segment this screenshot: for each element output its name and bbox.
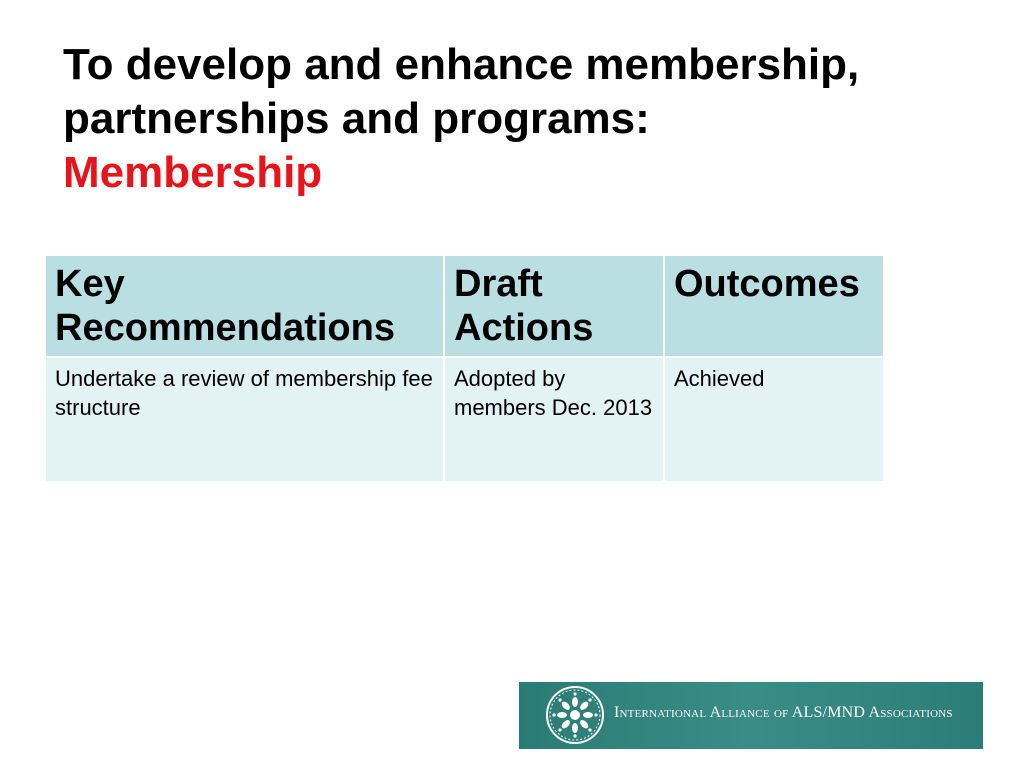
- cell-draft-action: Adopted by members Dec. 2013: [444, 357, 664, 482]
- header-draft-actions: Draft Actions: [444, 255, 664, 357]
- organization-name: International Alliance of ALS/MND Associations: [614, 704, 953, 721]
- alliance-seal-icon: [545, 685, 605, 745]
- recommendations-table-container: [44, 254, 883, 483]
- title-line-1: To develop and enhance membership,: [63, 40, 860, 89]
- table-row: [45, 357, 884, 482]
- table-header-row: [45, 255, 884, 357]
- footer-banner: [519, 682, 983, 749]
- cell-recommendation: Undertake a review of membership fee structure: [45, 357, 444, 482]
- header-key-recommendations: Key Recommendations: [45, 255, 444, 357]
- cell-outcome: Achieved: [664, 357, 884, 482]
- slide-title: [63, 38, 963, 200]
- header-outcomes: Outcomes: [664, 255, 884, 357]
- recommendations-table: [44, 254, 885, 483]
- title-line-2: partnerships and programs:: [63, 94, 650, 143]
- title-accent: Membership: [63, 148, 323, 197]
